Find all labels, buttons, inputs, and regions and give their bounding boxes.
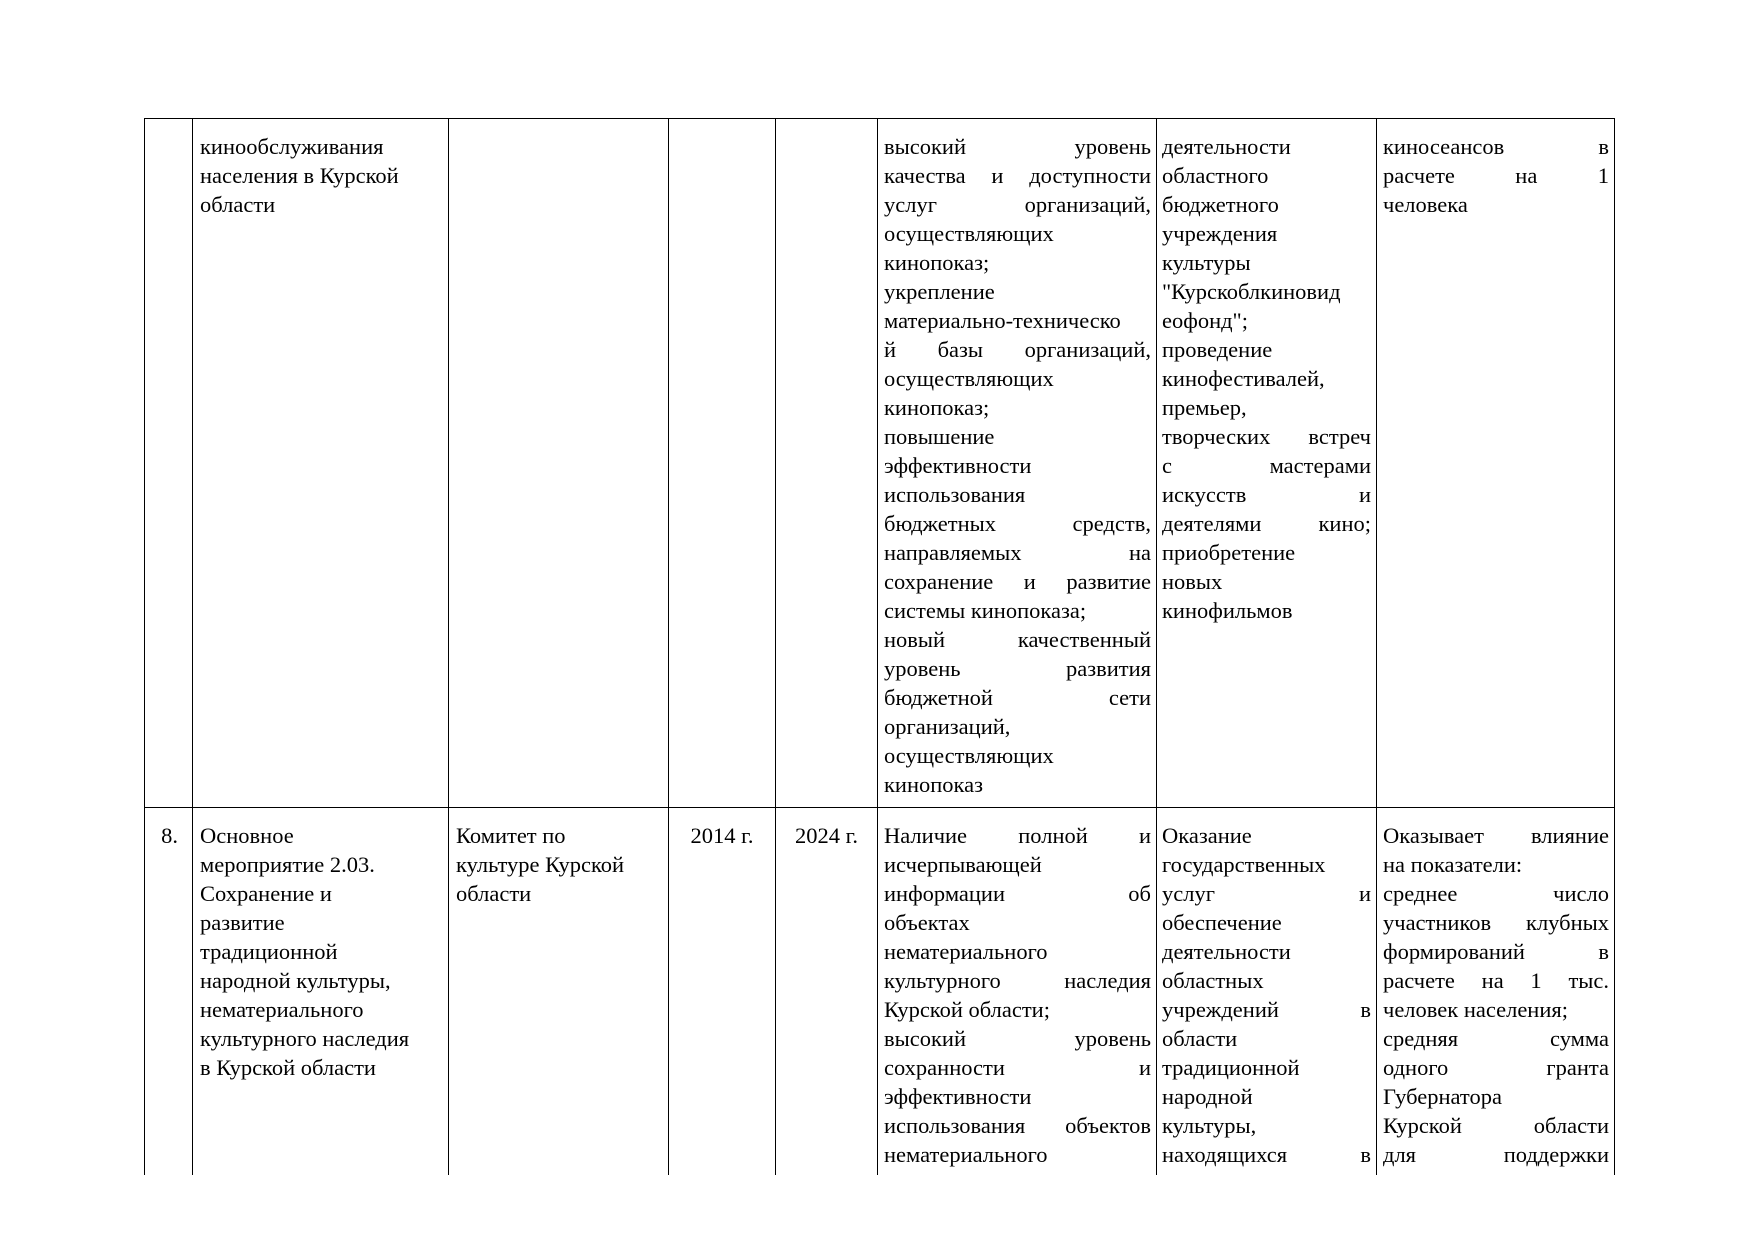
cell-text-line: Основное bbox=[200, 823, 294, 848]
cell-text-line: кинофильмов bbox=[1162, 598, 1293, 623]
cell-text-line: области bbox=[200, 192, 276, 217]
cell-continued-indicators bbox=[1383, 132, 1609, 219]
cell-text-line: услуг организаций, bbox=[884, 192, 1151, 217]
cell-text-line: развитие bbox=[200, 910, 285, 935]
column-border bbox=[877, 118, 878, 1175]
cell-row8-end-year: 2024 г. bbox=[795, 823, 858, 848]
cell-text-line: кинофестивалей, bbox=[1162, 366, 1325, 391]
cell-text-line: нематериального bbox=[200, 997, 364, 1022]
cell-text-line: качества и доступности bbox=[884, 163, 1151, 188]
cell-text-line: народной bbox=[1162, 1084, 1253, 1109]
cell-text-line: киносеансов в bbox=[1383, 134, 1609, 159]
cell-text-line: человек населения; bbox=[1383, 997, 1568, 1022]
cell-text-line: культуре Курской bbox=[456, 852, 625, 877]
cell-text-line: культуры bbox=[1162, 250, 1251, 275]
cell-text-line: населения в Курской bbox=[200, 163, 399, 188]
cell-text-line: Комитет по bbox=[456, 823, 566, 848]
cell-text-line: с мастерами bbox=[1162, 453, 1371, 478]
cell-text-line: системы кинопоказа; bbox=[884, 598, 1087, 623]
cell-text-line: осуществляющих bbox=[884, 221, 1054, 246]
cell-text-line: "Курскоблкиновид bbox=[1162, 279, 1341, 304]
row-divider bbox=[144, 807, 1615, 808]
cell-text-line: государственных bbox=[1162, 852, 1326, 877]
cell-text-line: кинопоказ; bbox=[884, 395, 990, 420]
cell-text-line: Наличие полной и bbox=[884, 823, 1151, 848]
cell-text-line: кинообслуживания bbox=[200, 134, 384, 159]
cell-text-line: традиционной bbox=[200, 939, 338, 964]
column-border bbox=[1614, 118, 1615, 1175]
cell-text-line: учреждений в bbox=[1162, 997, 1371, 1022]
cell-text-line: одного гранта bbox=[1383, 1055, 1609, 1080]
cell-text-line: осуществляющих bbox=[884, 743, 1054, 768]
cell-text-line: использования bbox=[884, 482, 1026, 507]
cell-continued-name bbox=[200, 132, 442, 219]
cell-text-line: исчерпывающей bbox=[884, 852, 1042, 877]
column-border bbox=[192, 118, 193, 1175]
cell-row8-results bbox=[884, 821, 1151, 1169]
cell-text-line: культуры, bbox=[1162, 1113, 1257, 1138]
cell-continued-activities bbox=[1162, 132, 1371, 625]
cell-text-line: творческих встреч bbox=[1162, 424, 1371, 449]
column-border bbox=[144, 118, 145, 1175]
cell-text-line: кинопоказ; bbox=[884, 250, 990, 275]
cell-text-line: в Курской области bbox=[200, 1055, 376, 1080]
cell-text-line: новый качественный bbox=[884, 627, 1151, 652]
cell-text-line: кинопоказ bbox=[884, 772, 984, 797]
cell-text-line: традиционной bbox=[1162, 1055, 1300, 1080]
cell-text-line: Курской области bbox=[1383, 1113, 1609, 1138]
cell-text-line: организаций, bbox=[884, 714, 1011, 739]
cell-text-line: находящихся в bbox=[1162, 1142, 1371, 1167]
cell-text-line: бюджетного bbox=[1162, 192, 1279, 217]
cell-text-line: формирований в bbox=[1383, 939, 1609, 964]
cell-continued-results bbox=[884, 132, 1151, 799]
cell-text-line: й базы организаций, bbox=[884, 337, 1151, 362]
table-top-border bbox=[144, 118, 1615, 119]
cell-text-line: сохранности и bbox=[884, 1055, 1151, 1080]
cell-text-line: нематериального bbox=[884, 1142, 1048, 1167]
cell-text-line: для поддержки bbox=[1383, 1142, 1609, 1167]
cell-text-line: обеспечение bbox=[1162, 910, 1282, 935]
cell-row8-name bbox=[200, 821, 444, 1082]
cell-text-line: средняя сумма bbox=[1383, 1026, 1609, 1051]
cell-text-line: осуществляющих bbox=[884, 366, 1054, 391]
cell-text-line: сохранение и развитие bbox=[884, 569, 1151, 594]
cell-text-line: области bbox=[1162, 1026, 1238, 1051]
cell-text-line: бюджетных средств, bbox=[884, 511, 1151, 536]
cell-row8-activities bbox=[1162, 821, 1371, 1169]
cell-text-line: Сохранение и bbox=[200, 881, 332, 906]
cell-text-line: Курской области; bbox=[884, 997, 1050, 1022]
cell-text-line: областного bbox=[1162, 163, 1269, 188]
cell-text-line: Оказывает влияние bbox=[1383, 823, 1609, 848]
cell-text-line: мероприятие 2.03. bbox=[200, 852, 375, 877]
cell-text-line: расчете на 1 bbox=[1383, 163, 1609, 188]
cell-text-line: на показатели: bbox=[1383, 852, 1523, 877]
cell-text-line: материально-техническо bbox=[884, 308, 1121, 333]
cell-text-line: бюджетной сети bbox=[884, 685, 1151, 710]
cell-text-line: Губернатора bbox=[1383, 1084, 1502, 1109]
cell-text-line: проведение bbox=[1162, 337, 1273, 362]
cell-text-line: эффективности bbox=[884, 453, 1032, 478]
cell-text-line: объектах bbox=[884, 910, 970, 935]
cell-text-line: приобретение bbox=[1162, 540, 1296, 565]
cell-text-line: области bbox=[456, 881, 532, 906]
cell-row8-indicators bbox=[1383, 821, 1609, 1169]
cell-text-line: уровень развития bbox=[884, 656, 1151, 681]
column-border bbox=[1156, 118, 1157, 1175]
cell-text-line: деятельности bbox=[1162, 134, 1291, 159]
cell-row8-start-year: 2014 г. bbox=[690, 823, 754, 848]
cell-text-line: услуг и bbox=[1162, 881, 1371, 906]
cell-text-line: участников клубных bbox=[1383, 910, 1609, 935]
cell-text-line: высокий уровень bbox=[884, 134, 1151, 159]
cell-text-line: культурного наследия bbox=[200, 1026, 410, 1051]
cell-text-line: искусств и bbox=[1162, 482, 1371, 507]
cell-text-line: деятелями кино; bbox=[1162, 511, 1371, 536]
cell-row-number: 8. bbox=[161, 823, 178, 848]
cell-text-line: еофонд"; bbox=[1162, 308, 1248, 333]
cell-text-line: нематериального bbox=[884, 939, 1048, 964]
cell-text-line: использования объектов bbox=[884, 1113, 1151, 1138]
cell-text-line: укрепление bbox=[884, 279, 995, 304]
cell-text-line: расчете на 1 тыс. bbox=[1383, 968, 1609, 993]
cell-text-line: новых bbox=[1162, 569, 1223, 594]
cell-text-line: народной культуры, bbox=[200, 968, 391, 993]
cell-text-line: человека bbox=[1383, 192, 1468, 217]
cell-text-line: информации об bbox=[884, 881, 1151, 906]
column-border bbox=[668, 118, 669, 1175]
cell-text-line: премьер, bbox=[1162, 395, 1247, 420]
cell-text-line: культурного наследия bbox=[884, 968, 1151, 993]
cell-row8-executor bbox=[456, 821, 662, 908]
column-border bbox=[1376, 118, 1377, 1175]
cell-text-line: среднее число bbox=[1383, 881, 1609, 906]
cell-text-line: учреждения bbox=[1162, 221, 1278, 246]
column-border bbox=[448, 118, 449, 1175]
cell-text-line: высокий уровень bbox=[884, 1026, 1151, 1051]
cell-text-line: областных bbox=[1162, 968, 1264, 993]
cell-text-line: Оказание bbox=[1162, 823, 1252, 848]
cell-text-line: повышение bbox=[884, 424, 995, 449]
column-border bbox=[775, 118, 776, 1175]
cell-text-line: деятельности bbox=[1162, 939, 1291, 964]
cell-text-line: эффективности bbox=[884, 1084, 1032, 1109]
cell-text-line: направляемых на bbox=[884, 540, 1151, 565]
